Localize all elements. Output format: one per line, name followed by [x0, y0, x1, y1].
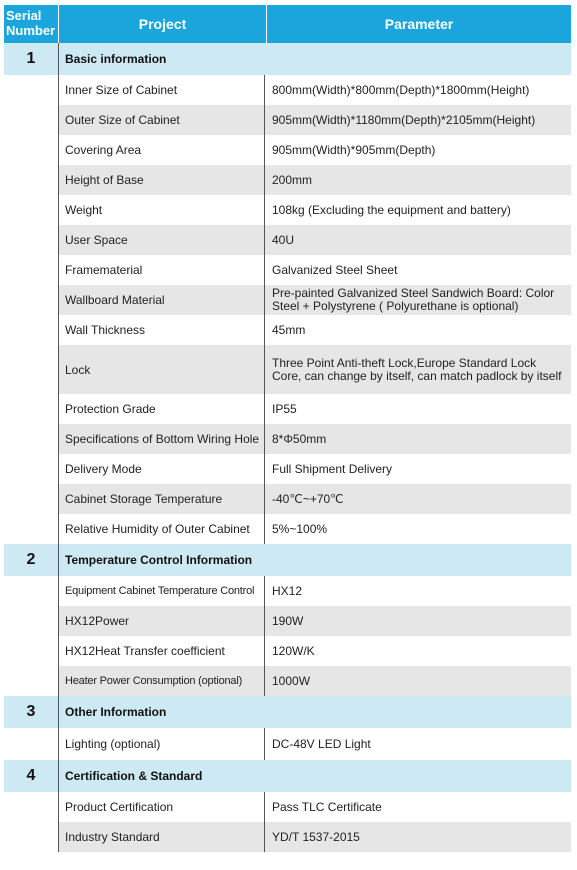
row-project: Framematerial	[58, 255, 265, 285]
section-header	[4, 544, 571, 576]
row-project: HX12Heat Transfer coefficient	[58, 636, 265, 666]
table-row	[4, 576, 571, 606]
section-header	[4, 696, 571, 728]
header-parameter: Parameter	[266, 5, 571, 43]
row-parameter: 40U	[265, 225, 571, 255]
row-project: Inner Size of Cabinet	[58, 75, 265, 105]
row-parameter: 190W	[265, 606, 571, 636]
table-row	[4, 666, 571, 696]
row-project: Lighting (optional)	[58, 728, 265, 760]
row-parameter: 905mm(Width)*905mm(Depth)	[272, 142, 436, 157]
row-project: Covering Area	[58, 135, 265, 165]
table-row	[4, 636, 571, 666]
section-title: Temperature Control Information	[58, 544, 571, 576]
table-row	[4, 345, 571, 394]
table-row	[4, 514, 571, 544]
table-row	[4, 424, 571, 454]
row-parameter: 1000W	[265, 666, 571, 696]
table-row	[4, 255, 571, 285]
row-project: Delivery Mode	[58, 454, 265, 484]
row-parameter: 120W/K	[272, 643, 315, 658]
table-row	[4, 105, 571, 135]
header-project: Project	[58, 5, 266, 43]
section-number: 3	[26, 703, 36, 720]
table-row	[4, 454, 571, 484]
table-row	[4, 606, 571, 636]
row-parameter: YD/T 1537-2015	[265, 822, 571, 852]
row-parameter: 8*Φ50mm	[265, 424, 571, 454]
row-project: Lock	[58, 345, 265, 394]
row-parameter: -40℃~+70℃	[265, 484, 571, 514]
row-project: Weight	[58, 195, 265, 225]
row-project: Heater Power Consumption (optional)	[58, 666, 265, 696]
row-project: Relative Humidity of Outer Cabinet	[58, 514, 265, 544]
row-parameter: 108kg (Excluding the equipment and battery)	[272, 202, 511, 217]
row-project: Wallboard Material	[58, 285, 265, 315]
row-project: Equipment Cabinet Temperature Control	[58, 576, 265, 606]
row-project: Protection Grade	[58, 394, 265, 424]
row-project: HX12Power	[58, 606, 265, 636]
table-row	[4, 822, 571, 852]
row-project: Product Certification	[58, 792, 265, 822]
row-parameter: 200mm	[265, 165, 571, 195]
row-project: Outer Size of Cabinet	[58, 105, 265, 135]
row-parameter: IP55	[272, 401, 297, 416]
row-parameter: Galvanized Steel Sheet	[272, 262, 398, 277]
section-title: Basic information	[58, 43, 571, 75]
row-parameter: 800mm(Width)*800mm(Depth)*1800mm(Height)	[272, 82, 530, 97]
row-parameter: Full Shipment Delivery	[272, 461, 393, 476]
table-row	[4, 75, 571, 105]
row-parameter: HX12	[272, 583, 303, 598]
section-header	[4, 760, 571, 792]
row-project: Cabinet Storage Temperature	[58, 484, 265, 514]
row-parameter: Pass TLC Certificate	[272, 799, 382, 814]
row-project: User Space	[58, 225, 265, 255]
section-title: Other Information	[58, 696, 571, 728]
table-row	[4, 225, 571, 255]
table-row	[4, 195, 571, 225]
section-title: Certification & Standard	[58, 760, 571, 792]
section-number: 1	[26, 50, 36, 67]
table-row	[4, 135, 571, 165]
row-parameter: 45mm	[272, 322, 306, 337]
section-number: 2	[26, 551, 36, 568]
row-project: Wall Thickness	[58, 315, 265, 345]
section-header	[4, 43, 571, 75]
section-number: 4	[26, 767, 36, 784]
table-row	[4, 165, 571, 195]
table-row	[4, 315, 571, 345]
row-project: Specifications of Bottom Wiring Hole	[58, 424, 265, 454]
table-row	[4, 728, 571, 760]
row-project: Industry Standard	[58, 822, 265, 852]
row-project: Height of Base	[58, 165, 265, 195]
spec-table	[4, 5, 571, 852]
row-parameter: Three Point Anti-theft Lock,Europe Standard Lock Core, can change by itself, can match padlock by itself	[265, 345, 571, 394]
table-row	[4, 285, 571, 315]
header-serial: Serial Number	[6, 8, 56, 38]
table-row	[4, 792, 571, 822]
table-row	[4, 394, 571, 424]
row-parameter: 905mm(Width)*1180mm(Depth)*2105mm(Height)	[265, 105, 571, 135]
row-parameter: DC-48V LED Light	[272, 736, 371, 751]
row-parameter: Pre-painted Galvanized Steel Sandwich Board: Color Steel + Polystyrene ( Polyurethane is optional)	[265, 285, 571, 315]
table-row	[4, 484, 571, 514]
row-parameter: 5%~100%	[272, 521, 328, 536]
table-header	[4, 5, 571, 43]
